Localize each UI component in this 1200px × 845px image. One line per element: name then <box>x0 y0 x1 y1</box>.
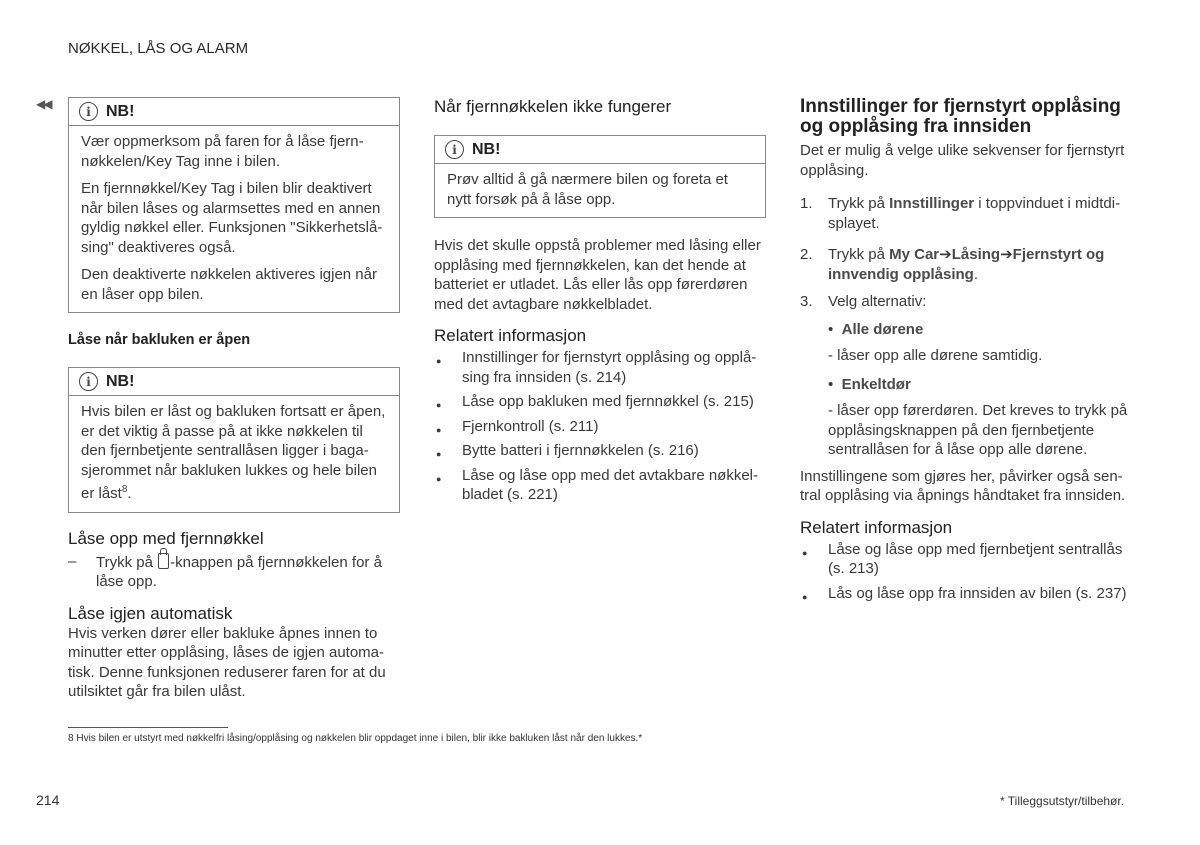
step-item <box>800 245 1130 284</box>
nb-note-text: En fjernnøkkel/Key Tag i bilen blir deaktivert når bilen låses og alarmsettes med en annen gyldig nøkkel eller. Funksjonen "Sikkerhetslåsing" deaktiveres også. <box>81 180 383 256</box>
body-paragraph: Innstillingene som gjøres her, påvirker også sentral opplåsing via åpnings håndtaket fra innsiden. <box>800 467 1126 504</box>
step-number: 2. <box>800 246 813 263</box>
step-text: Trykk på <box>828 246 890 263</box>
step-number: 1. <box>800 195 813 212</box>
related-link[interactable] <box>434 348 766 387</box>
nb-note-body <box>435 164 765 217</box>
bullet-icon: ● <box>436 356 442 366</box>
related-link[interactable] <box>434 441 766 461</box>
intro-paragraph: Det er mulig å velge ulike sekvenser for fjernstyrt opplåsing. <box>800 142 1125 179</box>
info-icon: i <box>79 372 98 391</box>
menu-item-my-car[interactable]: My Car <box>889 246 940 263</box>
step-text: Velg alternativ: <box>828 293 927 310</box>
menu-item-lasing[interactable]: Låsing <box>951 246 1001 263</box>
related-info-list <box>434 348 766 505</box>
related-info-list <box>800 540 1130 604</box>
option-item <box>828 320 1130 366</box>
nb-note-text <box>81 402 389 504</box>
nb-note-header <box>69 98 399 126</box>
footer-note: * Tilleggsutstyr/tilbehør. <box>1000 794 1125 808</box>
related-link[interactable] <box>434 392 766 412</box>
related-link[interactable] <box>800 540 1130 579</box>
option-bullet: • <box>828 375 834 393</box>
nb-note-text: Vær oppmerksom på faren for å låse fjernnøkkelen/Key Tag inne i bilen. <box>81 133 364 170</box>
step-text: . <box>973 265 979 283</box>
related-info-heading: Relatert informasjon <box>434 326 587 345</box>
related-link-text[interactable]: Låse og låse opp med fjernbetjent sentrallås (s. 213) <box>828 540 1123 577</box>
footnote-divider <box>68 727 228 728</box>
related-link-text[interactable]: Låse og låse opp med det avtakbare nøkkelbladet (s. 221) <box>462 466 759 503</box>
nb-note-header <box>69 368 399 396</box>
option-bullet: • <box>828 320 834 338</box>
option-list <box>800 320 1130 460</box>
section-title <box>800 97 1130 137</box>
nb-note-text: Den deaktiverte nøkkelen aktiveres igjen når en låser opp bilen. <box>81 266 377 303</box>
info-icon: i <box>79 102 98 121</box>
info-icon: i <box>445 140 464 159</box>
option-alle-dorene[interactable]: Alle dørene <box>841 320 924 338</box>
section-heading: Låse når bakluken er åpen <box>68 332 251 348</box>
step-item <box>800 292 1130 312</box>
menu-item-innstillinger[interactable]: Innstillinger <box>889 195 975 212</box>
option-description: - låser opp førerdøren. Det kreves to trykk på opplåsingsknappen på den fjernbetjente sentrallåsen for å låse opp alle dørene. <box>828 402 1128 458</box>
nb-note-box <box>68 367 400 513</box>
section-title-line-1: Innstillinger for fjernstyrt opplåsing <box>800 96 1121 117</box>
nb-note-text: Prøv alltid å gå nærmere bilen og foreta et nytt forsøk på å låse opp. <box>447 171 728 208</box>
bullet-icon: ● <box>436 400 442 410</box>
related-link-text[interactable]: Innstillinger for fjernstyrt opplåsing og opplåsing fra innsiden (s. 214) <box>462 349 757 386</box>
arrow-right-icon: ➔ <box>1000 246 1013 263</box>
related-link-text[interactable]: Lås og låse opp fra innsiden av bilen (s. 237) <box>828 584 1127 602</box>
nb-note-header <box>435 136 765 164</box>
nb-note-title: NB! <box>106 102 135 120</box>
column-2 <box>434 97 766 510</box>
bullet-icon: ● <box>802 591 808 602</box>
nb-note-text-end: . <box>127 485 132 502</box>
step-item <box>800 194 1130 233</box>
bullet-icon: ● <box>436 424 442 435</box>
body-paragraph: Hvis verken dører eller bakluke åpnes innen to minutter etter opplåsing, låses de igjen automatisk. Denne funksjonen reduserer faren for at du utilsiktet går fra bilen ulåst. <box>68 624 386 700</box>
nb-note-body <box>69 396 399 512</box>
option-item <box>828 375 1130 460</box>
bullet-icon: ● <box>436 449 442 459</box>
nb-note-body <box>69 126 399 312</box>
unlock-button-icon <box>158 553 169 569</box>
related-info-heading: Relatert informasjon <box>800 517 953 537</box>
dash-marker: – <box>68 552 77 570</box>
dash-item-text <box>96 553 400 592</box>
page-header: NØKKEL, LÅS OG ALARM <box>68 40 249 57</box>
column-3 <box>800 97 1130 608</box>
related-link[interactable] <box>800 584 1130 604</box>
dash-list-item <box>68 553 400 592</box>
related-link[interactable] <box>434 466 766 505</box>
body-paragraph: Hvis det skulle oppstå problemer med låsing eller opplåsing med fjernnøkkelen, kan det hende at batteriet er utladet. Lås eller lås opp førerdøren med det avtagbare nøkkelbladet. <box>434 237 761 313</box>
option-description: - låser opp alle dørene samtidig. <box>828 347 1043 364</box>
section-title-line-2: og opplåsing fra innsiden <box>800 116 1032 137</box>
bullet-icon: ● <box>436 473 442 484</box>
nb-note-box <box>434 135 766 218</box>
nb-note-text-main: Hvis bilen er låst og bakluken fortsatt er åpen, er det viktig å passe på at ikke nøkkelen til den fjernbetjente sentrallåsen ligger i bagasjerommet når bakluken lukkes og hele bilen er låst <box>81 403 386 502</box>
footnote-number: 8 <box>68 733 74 744</box>
steps-list <box>800 194 1130 312</box>
step-text: Trykk på <box>828 195 890 212</box>
nb-note-title: NB! <box>472 140 501 158</box>
related-link-text[interactable]: Bytte batteri i fjernnøkkelen (s. 216) <box>462 442 699 459</box>
section-heading: Låse opp med fjernnøkkel <box>68 528 264 548</box>
footnote-reference[interactable]: 8 <box>121 484 128 495</box>
column-1 <box>68 97 400 702</box>
related-link[interactable] <box>434 417 766 437</box>
nb-note-title: NB! <box>106 372 135 390</box>
related-link-text[interactable]: Låse opp bakluken med fjernnøkkel (s. 215) <box>462 393 754 410</box>
step-number: 3. <box>800 293 813 310</box>
menu-item-fjernstyrt[interactable]: Fjernstyrt og innvendig opplåsing <box>828 246 1105 283</box>
bullet-icon: ● <box>802 547 808 558</box>
step-text: i toppvinduet i midtdisplayet. <box>828 195 1121 232</box>
section-heading: Når fjernnøkkelen ikke fungerer <box>434 97 672 116</box>
dash-item-pre: Trykk på <box>96 553 158 571</box>
arrow-right-icon: ➔ <box>939 246 952 263</box>
section-heading: Låse igjen automatisk <box>68 603 233 623</box>
nb-note-box <box>68 97 400 313</box>
footnote <box>68 733 642 744</box>
footnote-text: Hvis bilen er utstyrt med nøkkelfri låsing/opplåsing og nøkkelen blir oppdaget inne i bilen, blir ikke bakluken låst når den lukkes.* <box>76 733 643 744</box>
dash-item-post: -knappen på fjernnøkkelen for å låse opp. <box>96 553 382 590</box>
related-link-text[interactable]: Fjernkontroll (s. 211) <box>462 417 599 435</box>
option-enkeltdor[interactable]: Enkeltdør <box>841 375 911 393</box>
previous-page-icon[interactable]: ◀◀ <box>36 97 51 111</box>
page-number: 214 <box>36 792 60 808</box>
